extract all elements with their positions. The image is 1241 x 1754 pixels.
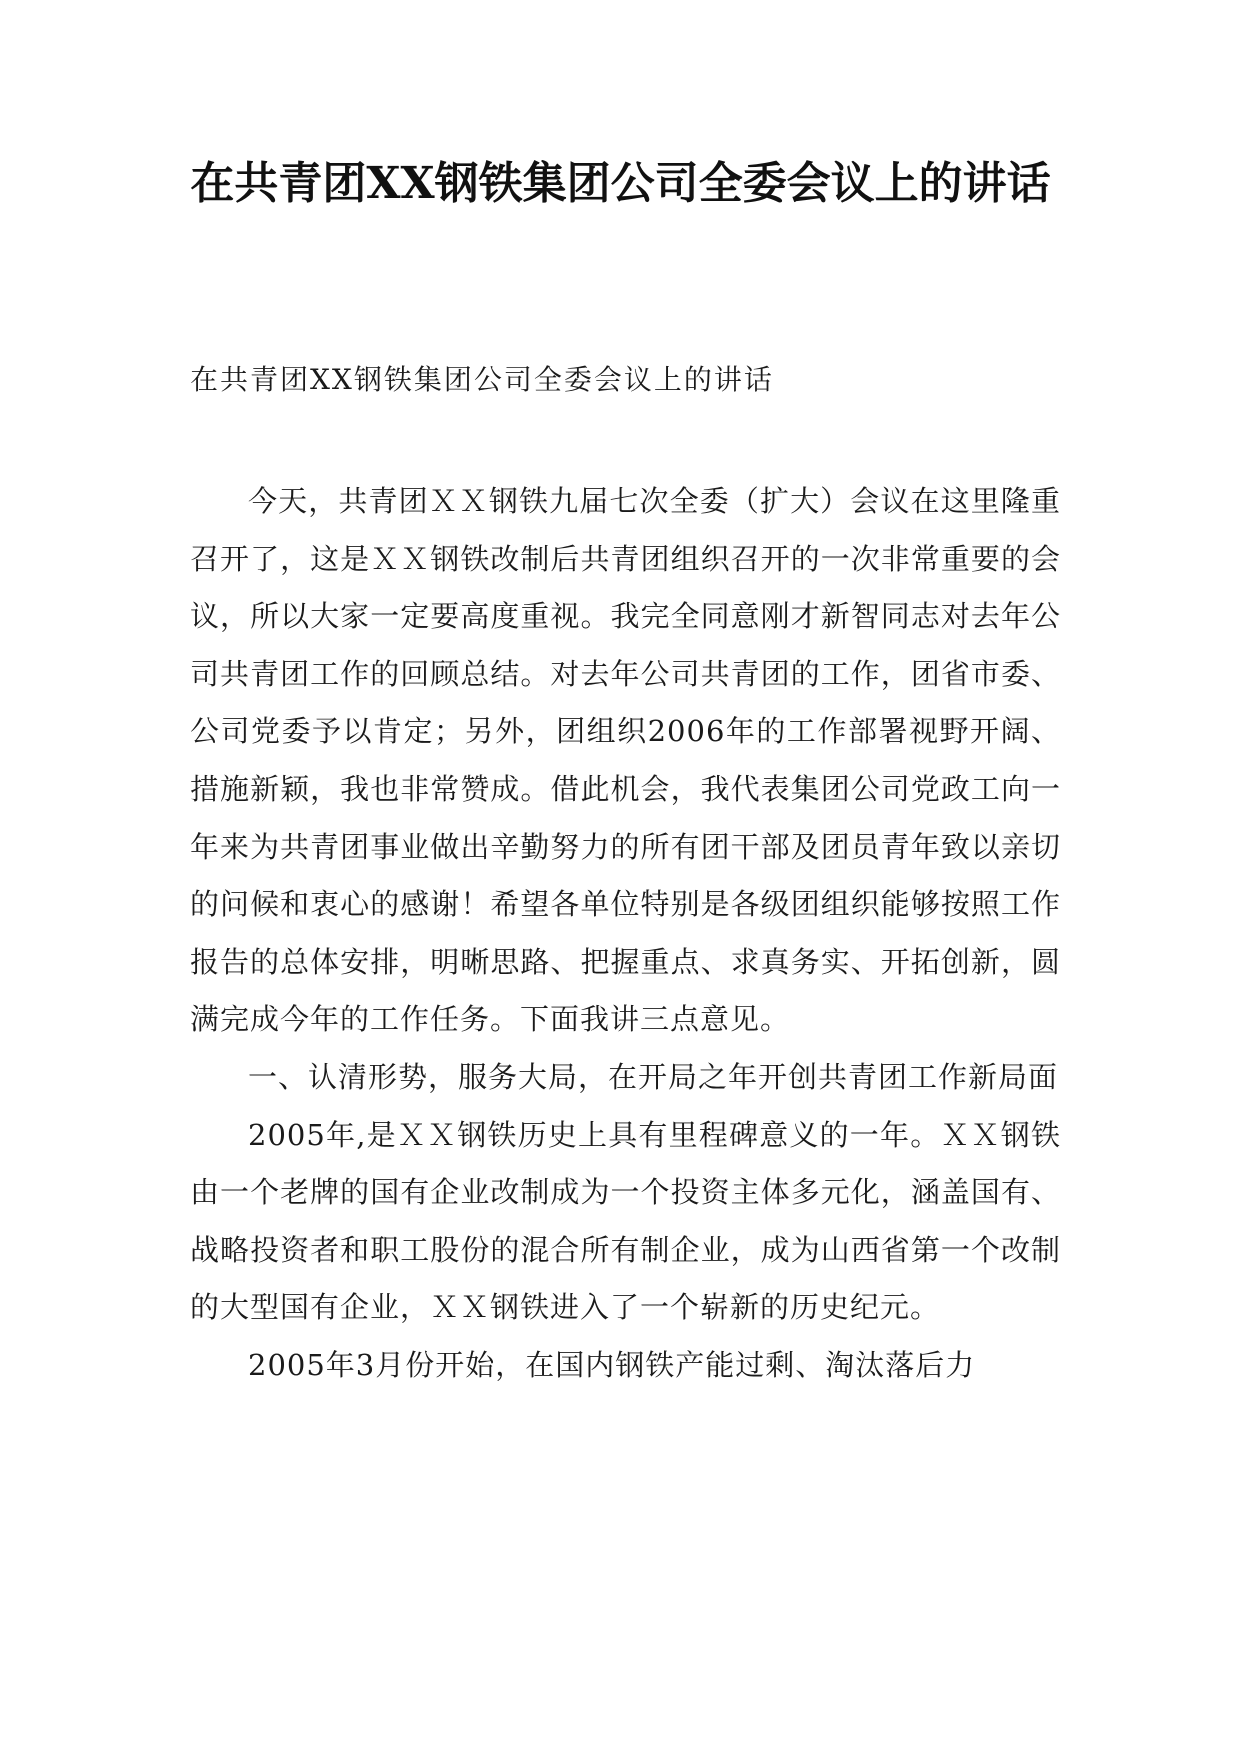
paragraph-2005-march: 2005年3月份开始，在国内钢铁产能过剩、淘汰落后力 [248,1347,976,1382]
paragraph-2005: 2005年,是ＸＸ钢铁历史上具有里程碑意义的一年。ＸＸ钢铁由一个老牌的国有企业改制成为一个投资主体多元化，涵盖国有、战略投资者和职工股份的混合所有制企业，成为山西省第一个改制的大型国有企业，ＸＸ钢铁进入了一个崭新的历史纪元。 [190,1117,1061,1325]
document-title: 在共青团XX钢铁集团公司全委会议上的讲话 [190,158,1051,209]
paragraph-opening: 今天，共青团ＸＸ钢铁九届七次全委（扩大）会议在这里隆重召开了，这是ＸＸ钢铁改制后共青团组织召开的一次非常重要的会议，所以大家一定要高度重视。我完全同意刚才新智同志对去年公司共青团工作的回顾总结。对去年公司共青团的工作，团省市委、公司党委予以肯定；另外，团组织2006年的工作部署视野开阔、措施新颖，我也非常赞成。借此机会，我代表集团公司党政工向一年来为共青团事业做出辛勤努力的所有团干部及团员青年致以亲切的问候和衷心的感谢！希望各单位特别是各级团组织能够按照工作报告的总体安排，明晰思路、把握重点、求真务实、开拓创新，圆满完成今年的工作任务。下面我讲三点意见。 [190,484,1061,1037]
document-body [190,473,1061,1395]
document-subtitle: 在共青团XX钢铁集团公司全委会议上的讲话 [190,363,774,396]
section-heading-1: 一、认清形势，服务大局，在开局之年开创共青团工作新局面 [248,1059,1059,1094]
